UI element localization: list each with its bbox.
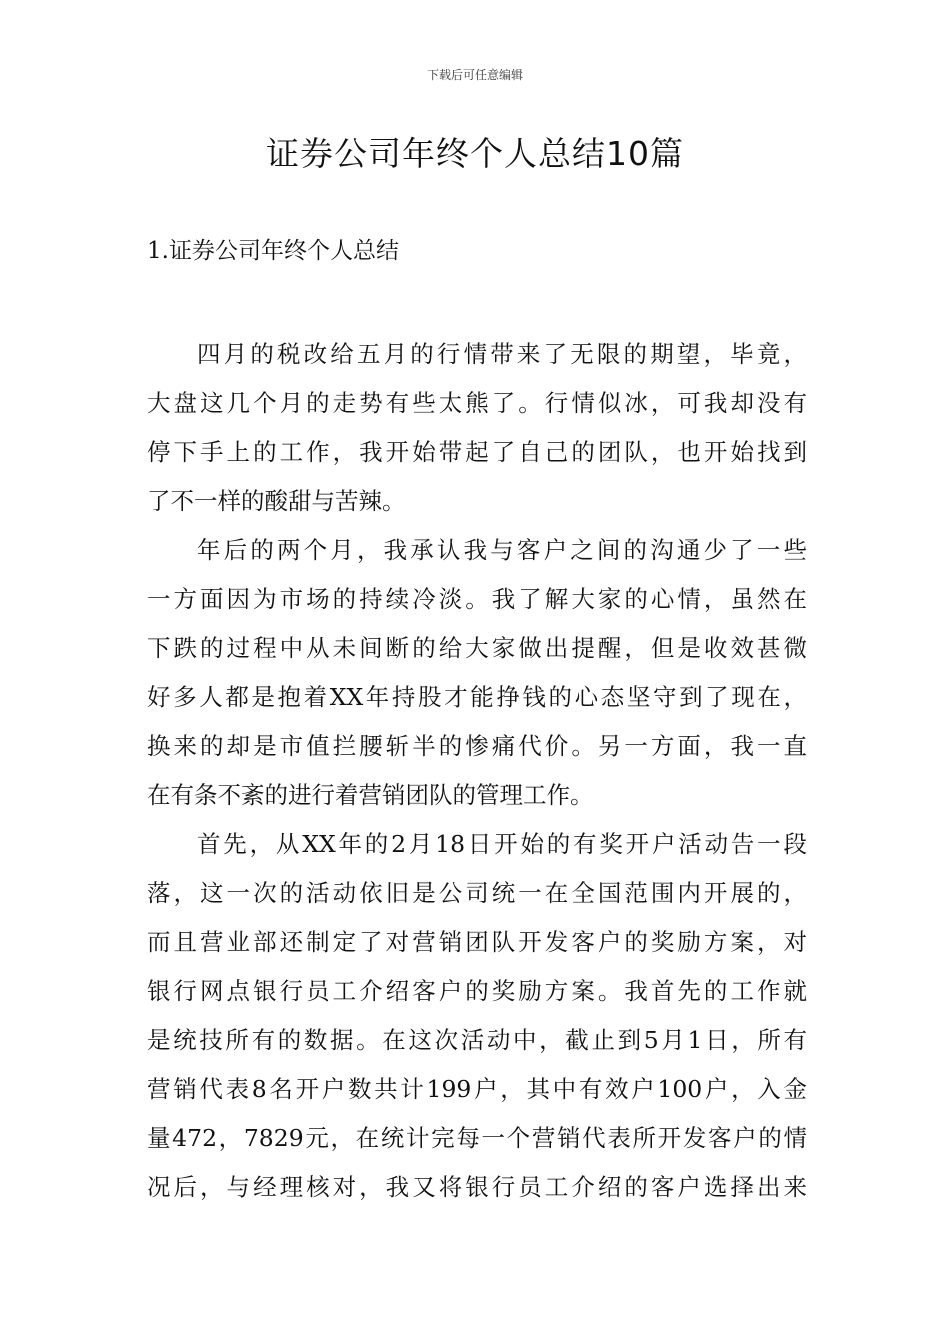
text-line: 下跌的过程中从未间断的给大家做出提醒，但是收效甚微 [147, 634, 807, 662]
text-line: 年后的两个月，我承认我与客户之间的沟通少了一些 [197, 536, 807, 564]
paragraph-1 [147, 330, 807, 526]
text-line: 换来的却是市值拦腰斩半的惨痛代价。另一方面，我一直 [147, 732, 807, 760]
paragraph-3 [147, 820, 807, 1212]
text-line: 大盘这几个月的走势有些太熊了。行情似冰，可我却没有 [147, 389, 807, 417]
header-note: 下载后可任意编辑 [426, 68, 523, 82]
text-line: 停下手上的工作，我开始带起了自己的团队，也开始找到 [147, 438, 807, 466]
text-line: 量472，7829元，在统计完每一个营销代表所开发客户的情 [147, 1124, 807, 1152]
section-heading: 1.证券公司年终个人总结 [147, 238, 399, 264]
text-line: 好多人都是抱着XX年持股才能挣钱的心态坚守到了现在， [147, 683, 807, 711]
text-line: 了不一样的酸甜与苦辣。 [147, 487, 406, 515]
text-line: 而且营业部还制定了对营销团队开发客户的奖励方案，对 [147, 928, 807, 956]
document-title: 证券公司年终个人总结10篇 [266, 134, 684, 173]
document-body [147, 330, 807, 1212]
text-line: 是统技所有的数据。在这次活动中，截止到5月1日，所有 [147, 1026, 807, 1054]
text-line: 在有条不紊的进行着营销团队的管理工作。 [147, 781, 594, 809]
text-line: 落，这一次的活动依旧是公司统一在全国范围内开展的， [147, 879, 807, 907]
text-line: 一方面因为市场的持续冷淡。我了解大家的心情，虽然在 [147, 585, 807, 613]
text-line: 四月的税改给五月的行情带来了无限的期望，毕竟， [197, 340, 807, 368]
text-line: 首先，从XX年的2月18日开始的有奖开户活动告一段 [197, 830, 807, 858]
text-line: 银行网点银行员工介绍客户的奖励方案。我首先的工作就 [147, 977, 807, 1005]
paragraph-2 [147, 526, 807, 820]
text-line: 况后，与经理核对，我又将银行员工介绍的客户选择出来 [147, 1173, 807, 1201]
text-line: 营销代表8名开户数共计199户，其中有效户100户，入金 [147, 1075, 807, 1103]
